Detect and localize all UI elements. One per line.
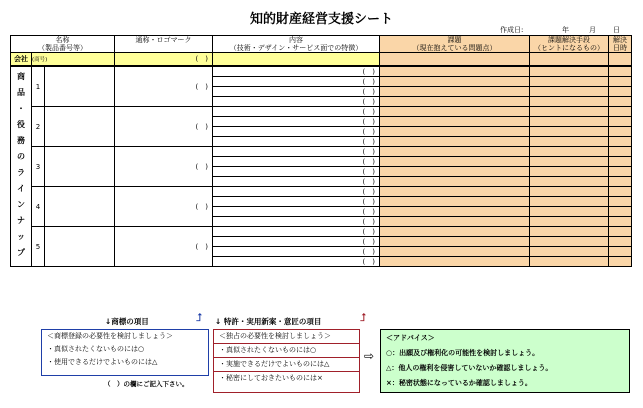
- means-cell[interactable]: [530, 247, 609, 257]
- issue-cell[interactable]: [380, 97, 530, 107]
- issue-cell[interactable]: [380, 257, 530, 267]
- solve-cell[interactable]: [609, 207, 632, 217]
- content-cell[interactable]: ( ): [213, 207, 380, 217]
- issue-cell[interactable]: [380, 87, 530, 97]
- page-title: 知的財産経営支援シート: [249, 12, 393, 27]
- solve-cell[interactable]: [609, 137, 632, 147]
- solve-cell[interactable]: [609, 177, 632, 187]
- issue-cell[interactable]: [380, 187, 530, 197]
- trademark-section-label: ↓商標の項目: [105, 317, 149, 326]
- row-number: 1: [32, 66, 45, 107]
- content-cell[interactable]: ( ): [213, 257, 380, 267]
- company-label: 会社: [11, 53, 32, 67]
- means-cell[interactable]: [530, 197, 609, 207]
- content-cell[interactable]: ( ): [213, 147, 380, 157]
- means-cell[interactable]: [530, 257, 609, 267]
- means-cell[interactable]: [530, 157, 609, 167]
- advice-line3: ×：秘密状態になっているか確認しましょう。: [386, 379, 532, 387]
- issue-cell[interactable]: [380, 217, 530, 227]
- means-cell[interactable]: [530, 207, 609, 217]
- up-arrow-icon: ⮥: [360, 311, 367, 324]
- content-cell[interactable]: ( ): [213, 177, 380, 187]
- trademark-box-line1: ・真似されたくないものには○: [47, 345, 145, 353]
- fill-in-note: （ ）の欄にご記入下さい。: [104, 380, 189, 388]
- product-name-cell[interactable]: [45, 147, 115, 187]
- means-cell[interactable]: [530, 227, 609, 237]
- issue-cell[interactable]: [380, 197, 530, 207]
- company-solve[interactable]: [609, 53, 632, 67]
- lineup-char: ッ: [17, 232, 25, 241]
- row-number: 2: [32, 107, 45, 147]
- solve-cell[interactable]: [609, 147, 632, 157]
- means-cell[interactable]: [530, 97, 609, 107]
- advice-line2: △：他人の権利を侵害していないか確認しましょう。: [386, 364, 553, 372]
- product-name-cell[interactable]: [45, 227, 115, 267]
- content-cell[interactable]: ( ): [213, 87, 380, 97]
- header-issue: 課題 （現在抱えている問題点）: [380, 36, 530, 53]
- header-content: 内容 （技術・デザイン・サービス面での特徴）: [213, 36, 380, 53]
- issue-cell[interactable]: [380, 147, 530, 157]
- product-name-cell[interactable]: [45, 107, 115, 147]
- logo-cell[interactable]: ( ): [115, 187, 213, 227]
- date-label: 作成日:: [500, 26, 524, 34]
- issue-cell[interactable]: [380, 167, 530, 177]
- right-arrow-icon: ⇨: [364, 349, 375, 363]
- company-means[interactable]: [530, 53, 609, 67]
- trademark-box: [41, 329, 209, 376]
- solve-cell[interactable]: [609, 157, 632, 167]
- lineup-chars: [11, 69, 31, 261]
- company-paren[interactable]: ( ): [115, 53, 213, 67]
- issue-cell[interactable]: [380, 66, 530, 77]
- content-cell[interactable]: ( ): [213, 167, 380, 177]
- lineup-char: 役: [17, 120, 25, 129]
- means-cell[interactable]: [530, 177, 609, 187]
- solve-cell[interactable]: [609, 97, 632, 107]
- logo-cell[interactable]: ( ): [115, 66, 213, 107]
- means-cell[interactable]: [530, 66, 609, 77]
- means-cell[interactable]: [530, 107, 609, 117]
- content-cell[interactable]: ( ): [213, 247, 380, 257]
- content-cell[interactable]: ( ): [213, 77, 380, 87]
- up-arrow-icon: ⮥: [196, 311, 203, 324]
- solve-cell[interactable]: [609, 107, 632, 117]
- lineup-char: ラ: [17, 168, 25, 177]
- product-name-cell[interactable]: [45, 66, 115, 107]
- solve-cell[interactable]: [609, 87, 632, 97]
- patent-box-title: ＜独占の必要性を検討しましょう＞: [219, 332, 331, 340]
- lineup-char: ナ: [17, 216, 25, 225]
- content-cell[interactable]: ( ): [213, 187, 380, 197]
- solve-cell[interactable]: [609, 197, 632, 207]
- lineup-label: [11, 66, 32, 267]
- content-cell[interactable]: ( ): [213, 107, 380, 117]
- content-cell[interactable]: ( ): [213, 197, 380, 207]
- company-content[interactable]: [213, 53, 380, 67]
- header-solve: 解決 日時: [609, 36, 632, 53]
- issue-cell[interactable]: [380, 227, 530, 237]
- patent-box: [213, 329, 360, 393]
- means-cell[interactable]: [530, 127, 609, 137]
- means-cell[interactable]: [530, 147, 609, 157]
- product-name-cell[interactable]: [45, 187, 115, 227]
- solve-cell[interactable]: [609, 227, 632, 237]
- logo-cell[interactable]: ( ): [115, 147, 213, 187]
- ip-sheet-table: [10, 35, 632, 267]
- content-cell[interactable]: ( ): [213, 117, 380, 127]
- means-cell[interactable]: [530, 237, 609, 247]
- patent-box-line3: ・秘密にしておきたいものには×: [214, 371, 359, 385]
- row-number: 5: [32, 227, 45, 267]
- lineup-char: ・: [17, 104, 25, 113]
- solve-cell[interactable]: [609, 127, 632, 137]
- lineup-char: 商: [17, 72, 25, 81]
- solve-cell[interactable]: [609, 117, 632, 127]
- solve-cell[interactable]: [609, 187, 632, 197]
- lineup-char: 務: [17, 136, 25, 145]
- means-cell[interactable]: [530, 117, 609, 127]
- issue-cell[interactable]: [380, 77, 530, 87]
- company-name-field[interactable]: [32, 53, 115, 67]
- content-cell[interactable]: ( ): [213, 137, 380, 147]
- means-cell[interactable]: [530, 137, 609, 147]
- header-means: 課題解決手段 （ヒントになるもの）: [530, 36, 609, 53]
- issue-cell[interactable]: [380, 177, 530, 187]
- lineup-char: プ: [17, 248, 25, 257]
- content-cell[interactable]: ( ): [213, 217, 380, 227]
- means-cell[interactable]: [530, 167, 609, 177]
- company-issue[interactable]: [380, 53, 530, 67]
- header-logo: 通称・ロゴマーク: [115, 36, 213, 53]
- date-month: 月: [589, 26, 596, 34]
- means-cell[interactable]: [530, 77, 609, 87]
- solve-cell[interactable]: [609, 66, 632, 77]
- company-row: [11, 53, 632, 67]
- row-number: 4: [32, 187, 45, 227]
- lineup-char: 品: [17, 88, 25, 97]
- content-cell[interactable]: ( ): [213, 227, 380, 237]
- issue-cell[interactable]: [380, 157, 530, 167]
- patent-box-line2: ・実施できるだけでよいものには△: [214, 357, 359, 371]
- trademark-box-line2: ・使用できるだけでよいものには△: [47, 358, 158, 366]
- solve-cell[interactable]: [609, 257, 632, 267]
- advice-title: ＜アドバイス＞: [386, 334, 435, 342]
- logo-cell[interactable]: ( ): [115, 227, 213, 267]
- issue-cell[interactable]: [380, 107, 530, 117]
- patent-section-label: ↓ 特許・実用新案・意匠の項目: [215, 317, 322, 326]
- advice-box: [380, 329, 630, 393]
- solve-cell[interactable]: [609, 247, 632, 257]
- advice-line1: ○：出願及び権利化の可能性を検討しましょう。: [386, 349, 540, 357]
- means-cell[interactable]: [530, 217, 609, 227]
- logo-cell[interactable]: ( ): [115, 107, 213, 147]
- lineup-char: の: [17, 152, 25, 161]
- row-number: 3: [32, 147, 45, 187]
- content-cell[interactable]: ( ): [213, 66, 380, 77]
- issue-cell[interactable]: [380, 247, 530, 257]
- content-cell[interactable]: ( ): [213, 127, 380, 137]
- means-cell[interactable]: [530, 87, 609, 97]
- patent-box-line1: ・真似されたくないものには○: [214, 343, 359, 357]
- date-day: 日: [613, 26, 620, 34]
- solve-cell[interactable]: [609, 167, 632, 177]
- date-year: 年: [562, 26, 569, 34]
- issue-cell[interactable]: [380, 207, 530, 217]
- issue-cell[interactable]: [380, 117, 530, 127]
- content-cell[interactable]: ( ): [213, 157, 380, 167]
- issue-cell[interactable]: [380, 137, 530, 147]
- solve-cell[interactable]: [609, 237, 632, 247]
- issue-cell[interactable]: [380, 237, 530, 247]
- content-cell[interactable]: ( ): [213, 237, 380, 247]
- means-cell[interactable]: [530, 187, 609, 197]
- trademark-box-title: ＜商標登録の必要性を検討しましょう＞: [47, 332, 173, 340]
- issue-cell[interactable]: [380, 127, 530, 137]
- header-name: 名称 （製品番号等）: [11, 36, 115, 53]
- lineup-char: ン: [17, 200, 25, 209]
- solve-cell[interactable]: [609, 77, 632, 87]
- solve-cell[interactable]: [609, 217, 632, 227]
- content-cell[interactable]: ( ): [213, 97, 380, 107]
- lineup-char: イ: [17, 184, 25, 193]
- company-sub-label: (商号): [32, 56, 48, 63]
